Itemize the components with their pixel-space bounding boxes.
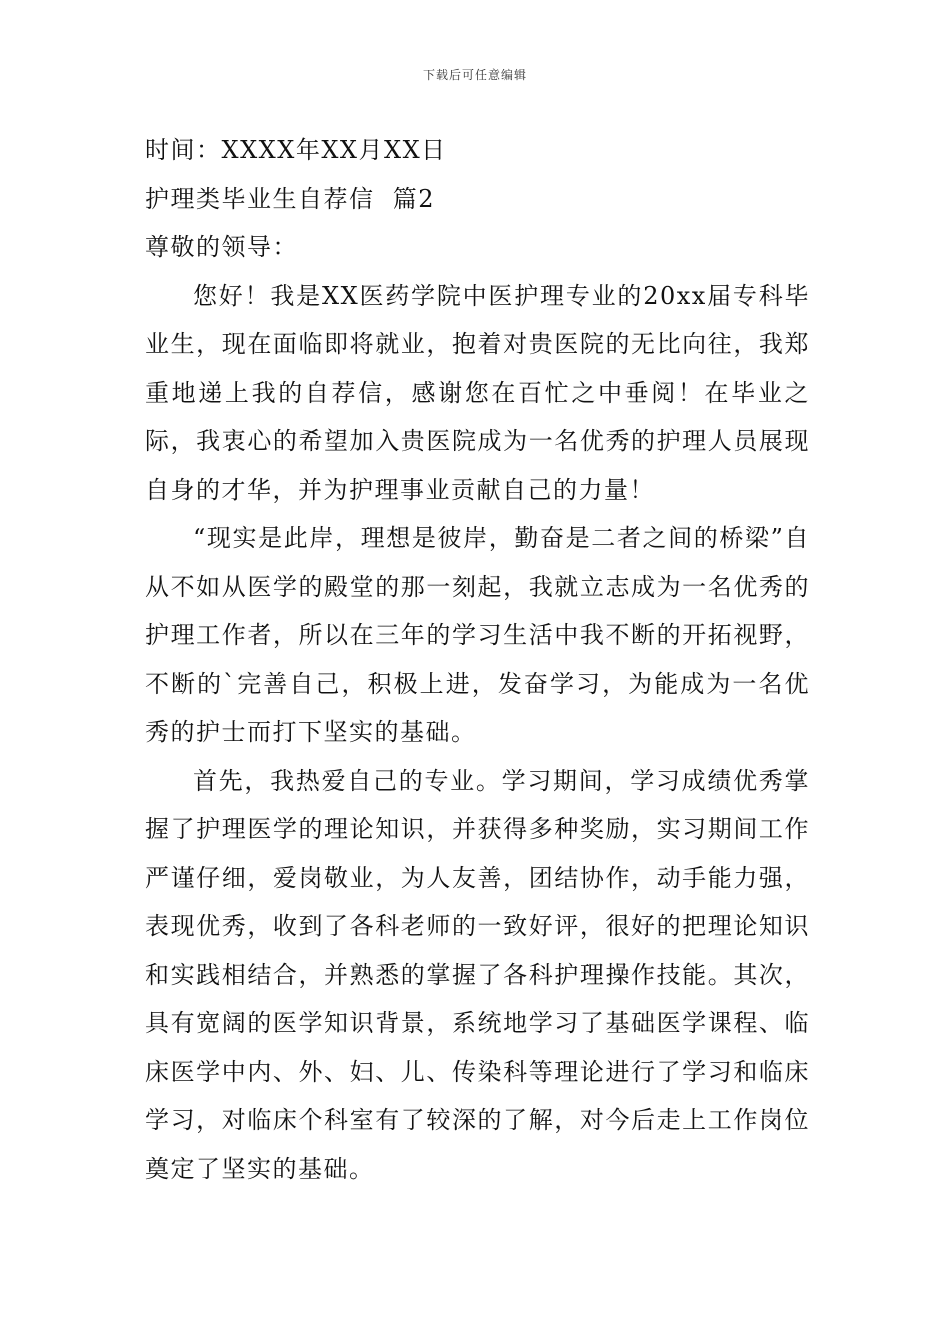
paragraph-greeting: 您好！我是XX医药学院中医护理专业的20xx届专科毕业生，现在面临即将就业，抱着对贵医院的无比向往，我郑重地递上我的自荐信，感谢您在百忙之中垂阅！在毕业之际，我衷心的希望加入贵医院成为一名优秀的护理人员展现自身的才华，并为护理事业贡献自己的力量！	[145, 281, 810, 504]
paragraph-qualifications: 首先，我热爱自己的专业。学习期间，学习成绩优秀掌握了护理医学的理论知识，并获得多种奖励，实习期间工作严谨仔细，爱岗敬业，为人友善，团结协作，动手能力强，表现优秀，收到了各科老师的一致好评，很好的把理论知识和实践相结合，并熟悉的掌握了各科护理操作技能。其次，具有宽阔的医学知识背景，系统地学习了基础医学课程、临床医学中内、外、妇、儿、传染科等理论进行了学习和临床学习，对临床个科室有了较深的了解，对今后走上工作岗位奠定了坚实的基础。	[145, 766, 810, 1183]
letter-title: 护理类毕业生自荐信 篇2	[145, 184, 436, 213]
header-note: 下载后可任意编辑	[422, 68, 527, 82]
paragraph-motto: “现实是此岸，理想是彼岸，勤奋是二者之间的桥梁”自从不如从医学的殿堂的那一刻起，我就立志成为一名优秀的护理工作者，所以在三年的学习生活中我不断的开拓视野，不断的`完善自己，积极上进，发奋学习，为能成为一名优秀的护士而打下坚实的基础。	[145, 524, 810, 746]
letter-body	[145, 126, 810, 1193]
salutation: 尊敬的领导：	[145, 233, 298, 261]
date-line: 时间：XXXX年XX月XX日	[145, 136, 447, 164]
